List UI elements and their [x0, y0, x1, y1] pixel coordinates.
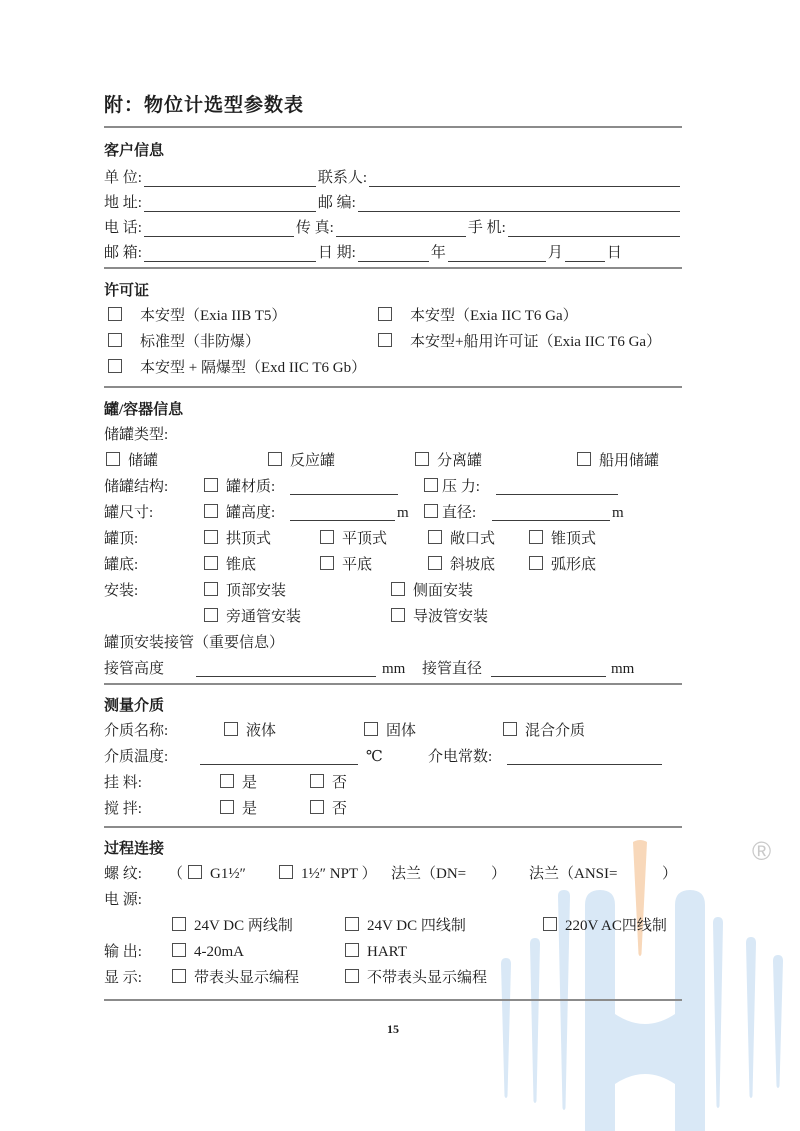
date-year-line: [358, 244, 429, 262]
tank-type-label: 储罐类型:: [104, 427, 169, 443]
medium-option: 固体: [364, 722, 416, 739]
field-label-address: 地 址:: [104, 195, 142, 211]
tank-type-option: 分离罐: [415, 452, 482, 469]
date-month-label: 月: [547, 245, 563, 261]
phone-input-line: [144, 219, 294, 237]
dielectric-label: 介电常数:: [428, 749, 493, 765]
checkbox: [106, 452, 120, 466]
tank-type-option: 储罐: [106, 452, 158, 469]
section-heading-license: 许可证: [104, 283, 150, 299]
tank-bottom-option: 斜坡底: [428, 556, 495, 573]
checkbox: [364, 722, 378, 736]
field-label-zip: 邮 编:: [317, 195, 356, 211]
tank-bottom-option: 弧形底: [529, 556, 596, 573]
stirring-label: 搅 拌:: [104, 801, 142, 817]
checkbox: [391, 582, 405, 596]
checkbox: [204, 530, 218, 544]
install-label: 安装:: [104, 583, 139, 599]
page-title: 附：物位计选型参数表: [104, 95, 305, 116]
field-label-phone: 电 话:: [104, 220, 142, 236]
checkbox: [108, 359, 122, 373]
checkbox: [415, 452, 429, 466]
checkbox: [345, 969, 359, 983]
page-number: 15: [387, 1022, 399, 1036]
power-option: 220V AC四线制: [543, 917, 667, 934]
output-option: 4-20mA: [172, 943, 244, 960]
section-divider: [104, 683, 682, 685]
nozzle-note-row: [104, 629, 682, 655]
output-option: HART: [345, 943, 407, 960]
logo-bar-icon: [773, 955, 783, 1088]
buildup-row: [104, 769, 682, 795]
checkbox: [268, 452, 282, 466]
section-divider: [104, 267, 682, 269]
checkbox: [424, 504, 438, 518]
field-label-fax: 传 真:: [295, 220, 334, 236]
material-input-line: [290, 494, 398, 495]
nozzle-row: [104, 655, 682, 681]
tank-size-row: [104, 499, 682, 525]
tank-structure-label: 储罐结构:: [104, 479, 169, 495]
tank-type-option: 反应罐: [268, 452, 335, 469]
title-divider: [104, 126, 682, 128]
checkbox: [172, 943, 186, 957]
power-option: 24V DC 两线制: [172, 917, 293, 934]
output-label: 输 出:: [104, 944, 142, 960]
display-row: [104, 964, 682, 990]
checkbox: [378, 333, 392, 347]
nozzle-height-unit: mm: [382, 661, 406, 677]
field-label-date: 日 期:: [317, 245, 356, 261]
tank-top-option: 拱顶式: [204, 530, 271, 547]
flange-dn-close: ）: [491, 866, 507, 882]
thread-label: 螺 纹:: [104, 866, 142, 882]
checkbox: [378, 307, 392, 321]
stirring-row: [104, 795, 682, 821]
checkbox: [172, 969, 186, 983]
tank-bottom-option: 锥底: [204, 556, 256, 573]
tank-diameter-unit: m: [612, 505, 624, 521]
checkbox: [204, 608, 218, 622]
tank-bottom-row: [104, 551, 682, 577]
stirring-no-option: 否: [310, 800, 347, 817]
install-option: 侧面安装: [391, 582, 473, 599]
checkbox: [220, 774, 234, 788]
section-divider: [104, 999, 682, 1001]
tank-material-option: 罐材质:: [204, 478, 275, 495]
dielectric-input-line: [507, 764, 662, 765]
checkbox: [204, 582, 218, 596]
tank-diameter-option: 直径:: [424, 504, 476, 521]
tank-top-option: 敞口式: [428, 530, 495, 547]
checkbox: [310, 774, 324, 788]
checkbox: [188, 865, 202, 879]
nozzle-diameter-unit: mm: [611, 661, 635, 677]
install-option: 顶部安装: [204, 582, 286, 599]
tank-height-option: 罐高度:: [204, 504, 275, 521]
checkbox: [529, 556, 543, 570]
checkbox: [279, 865, 293, 879]
flange-ansi-close: ）: [662, 866, 678, 882]
tank-top-option: 锥顶式: [529, 530, 596, 547]
logo-bar-icon: [713, 917, 723, 1108]
checkbox: [424, 478, 438, 492]
tank-bottom-label: 罐底:: [104, 557, 139, 573]
tank-bottom-option: 平底: [320, 556, 372, 573]
checkbox: [320, 556, 334, 570]
checkbox: [543, 917, 557, 931]
checkbox: [503, 722, 517, 736]
section-heading-medium: 测量介质: [104, 698, 165, 714]
checkbox: [529, 530, 543, 544]
checkbox: [428, 556, 442, 570]
buildup-yes-option: 是: [220, 774, 257, 791]
license-option: 标准型（非防爆）: [108, 333, 260, 350]
buildup-no-option: 否: [310, 774, 347, 791]
install-row-1: [104, 577, 682, 603]
checkbox: [391, 608, 405, 622]
nozzle-diameter-label: 接管直径: [422, 661, 483, 677]
company-input-line: [144, 169, 316, 187]
medium-name-label: 介质名称:: [104, 723, 169, 739]
tank-height-unit: m: [397, 505, 409, 521]
nozzle-diameter-input-line: [491, 676, 606, 677]
zip-input-line: [358, 194, 680, 212]
temperature-input-line: [200, 764, 358, 765]
checkbox: [204, 478, 218, 492]
tank-structure-row: [104, 473, 682, 499]
install-option: 导波管安装: [391, 608, 488, 625]
tank-pressure-option: 压 力:: [424, 478, 480, 495]
checkbox: [577, 452, 591, 466]
tank-top-option: 平顶式: [320, 530, 387, 547]
medium-temperature-row: [104, 743, 682, 769]
temperature-label: 介质温度:: [104, 749, 169, 765]
address-input-line: [144, 194, 316, 212]
thread-option-npt: 1½″ NPT ）: [279, 865, 377, 882]
power-options-row: [104, 912, 682, 938]
checkbox: [204, 556, 218, 570]
field-label-mobile: 手 机:: [467, 220, 506, 236]
stirring-yes-option: 是: [220, 800, 257, 817]
display-option: 带表头显示编程: [172, 969, 299, 986]
tank-diameter-input-line: [492, 520, 610, 521]
checkbox: [345, 917, 359, 931]
checkbox: [320, 530, 334, 544]
medium-option: 液体: [224, 722, 276, 739]
tank-type-option: 船用储罐: [577, 452, 659, 469]
license-option-row: [104, 328, 682, 354]
checkbox: [220, 800, 234, 814]
customer-row-address: [104, 187, 682, 212]
checkbox: [345, 943, 359, 957]
customer-row-email: [104, 237, 682, 262]
tank-type-label-row: [104, 421, 682, 447]
power-option: 24V DC 四线制: [345, 917, 466, 934]
logo-bar-icon: [746, 937, 756, 1098]
thread-option-g: G1½″: [188, 865, 246, 882]
nozzle-height-input-line: [196, 676, 376, 677]
nozzle-note: 罐顶安装接管（重要信息）: [104, 635, 285, 651]
date-day-label: 日: [606, 245, 622, 261]
section-heading-tank: 罐/容器信息: [104, 402, 184, 418]
tank-top-label: 罐顶:: [104, 531, 139, 547]
field-label-contact: 联系人:: [317, 170, 368, 186]
field-label-company: 单 位:: [104, 170, 142, 186]
install-option: 旁通管安装: [204, 608, 301, 625]
tank-type-options-row: [104, 447, 682, 473]
section-divider: [104, 826, 682, 828]
install-row-2: [104, 603, 682, 629]
checkbox: [310, 800, 324, 814]
medium-name-row: [104, 717, 682, 743]
checkbox: [224, 722, 238, 736]
fax-input-line: [336, 219, 466, 237]
date-month-line: [448, 244, 546, 262]
date-day-line: [565, 244, 605, 262]
thread-row: [104, 860, 682, 886]
email-input-line: [144, 244, 316, 262]
tank-size-label: 罐尺寸:: [104, 505, 154, 521]
date-year-label: 年: [430, 245, 446, 261]
thread-open-paren: （: [168, 866, 184, 882]
license-option: 本安型（Exia IIB T5）: [108, 307, 286, 324]
buildup-label: 挂 料:: [104, 775, 142, 791]
customer-row-company: [104, 162, 682, 187]
checkbox: [172, 917, 186, 931]
tank-height-input-line: [290, 520, 395, 521]
section-divider: [104, 386, 682, 388]
tank-top-row: [104, 525, 682, 551]
customer-row-phone: [104, 212, 682, 237]
medium-option: 混合介质: [503, 722, 585, 739]
temperature-unit: ℃: [366, 749, 383, 765]
checkbox: [108, 333, 122, 347]
contact-input-line: [369, 169, 680, 187]
section-heading-process: 过程连接: [104, 841, 165, 857]
pressure-input-line: [496, 494, 618, 495]
license-option-row: [104, 302, 682, 328]
power-label-row: [104, 886, 682, 912]
registered-trademark-icon: ®: [752, 836, 772, 866]
display-option: 不带表头显示编程: [345, 969, 487, 986]
checkbox: [204, 504, 218, 518]
flange-ansi-label: 法兰（ANSI=: [529, 866, 618, 882]
output-row: [104, 938, 682, 964]
section-heading-customer: 客户信息: [104, 143, 165, 159]
nozzle-height-label: 接管高度: [104, 661, 165, 677]
license-option-row: [104, 354, 682, 380]
checkbox: [108, 307, 122, 321]
mobile-input-line: [508, 219, 680, 237]
checkbox: [428, 530, 442, 544]
license-option: 本安型 + 隔爆型（Exd IIC T6 Gb）: [108, 359, 366, 376]
flange-dn-label: 法兰（DN=: [391, 866, 467, 882]
license-option: 本安型+船用许可证（Exia IIC T6 Ga）: [378, 333, 661, 350]
power-label: 电 源:: [104, 892, 142, 908]
field-label-email: 邮 箱:: [104, 245, 142, 261]
license-option: 本安型（Exia IIC T6 Ga）: [378, 307, 578, 324]
display-label: 显 示:: [104, 970, 142, 986]
